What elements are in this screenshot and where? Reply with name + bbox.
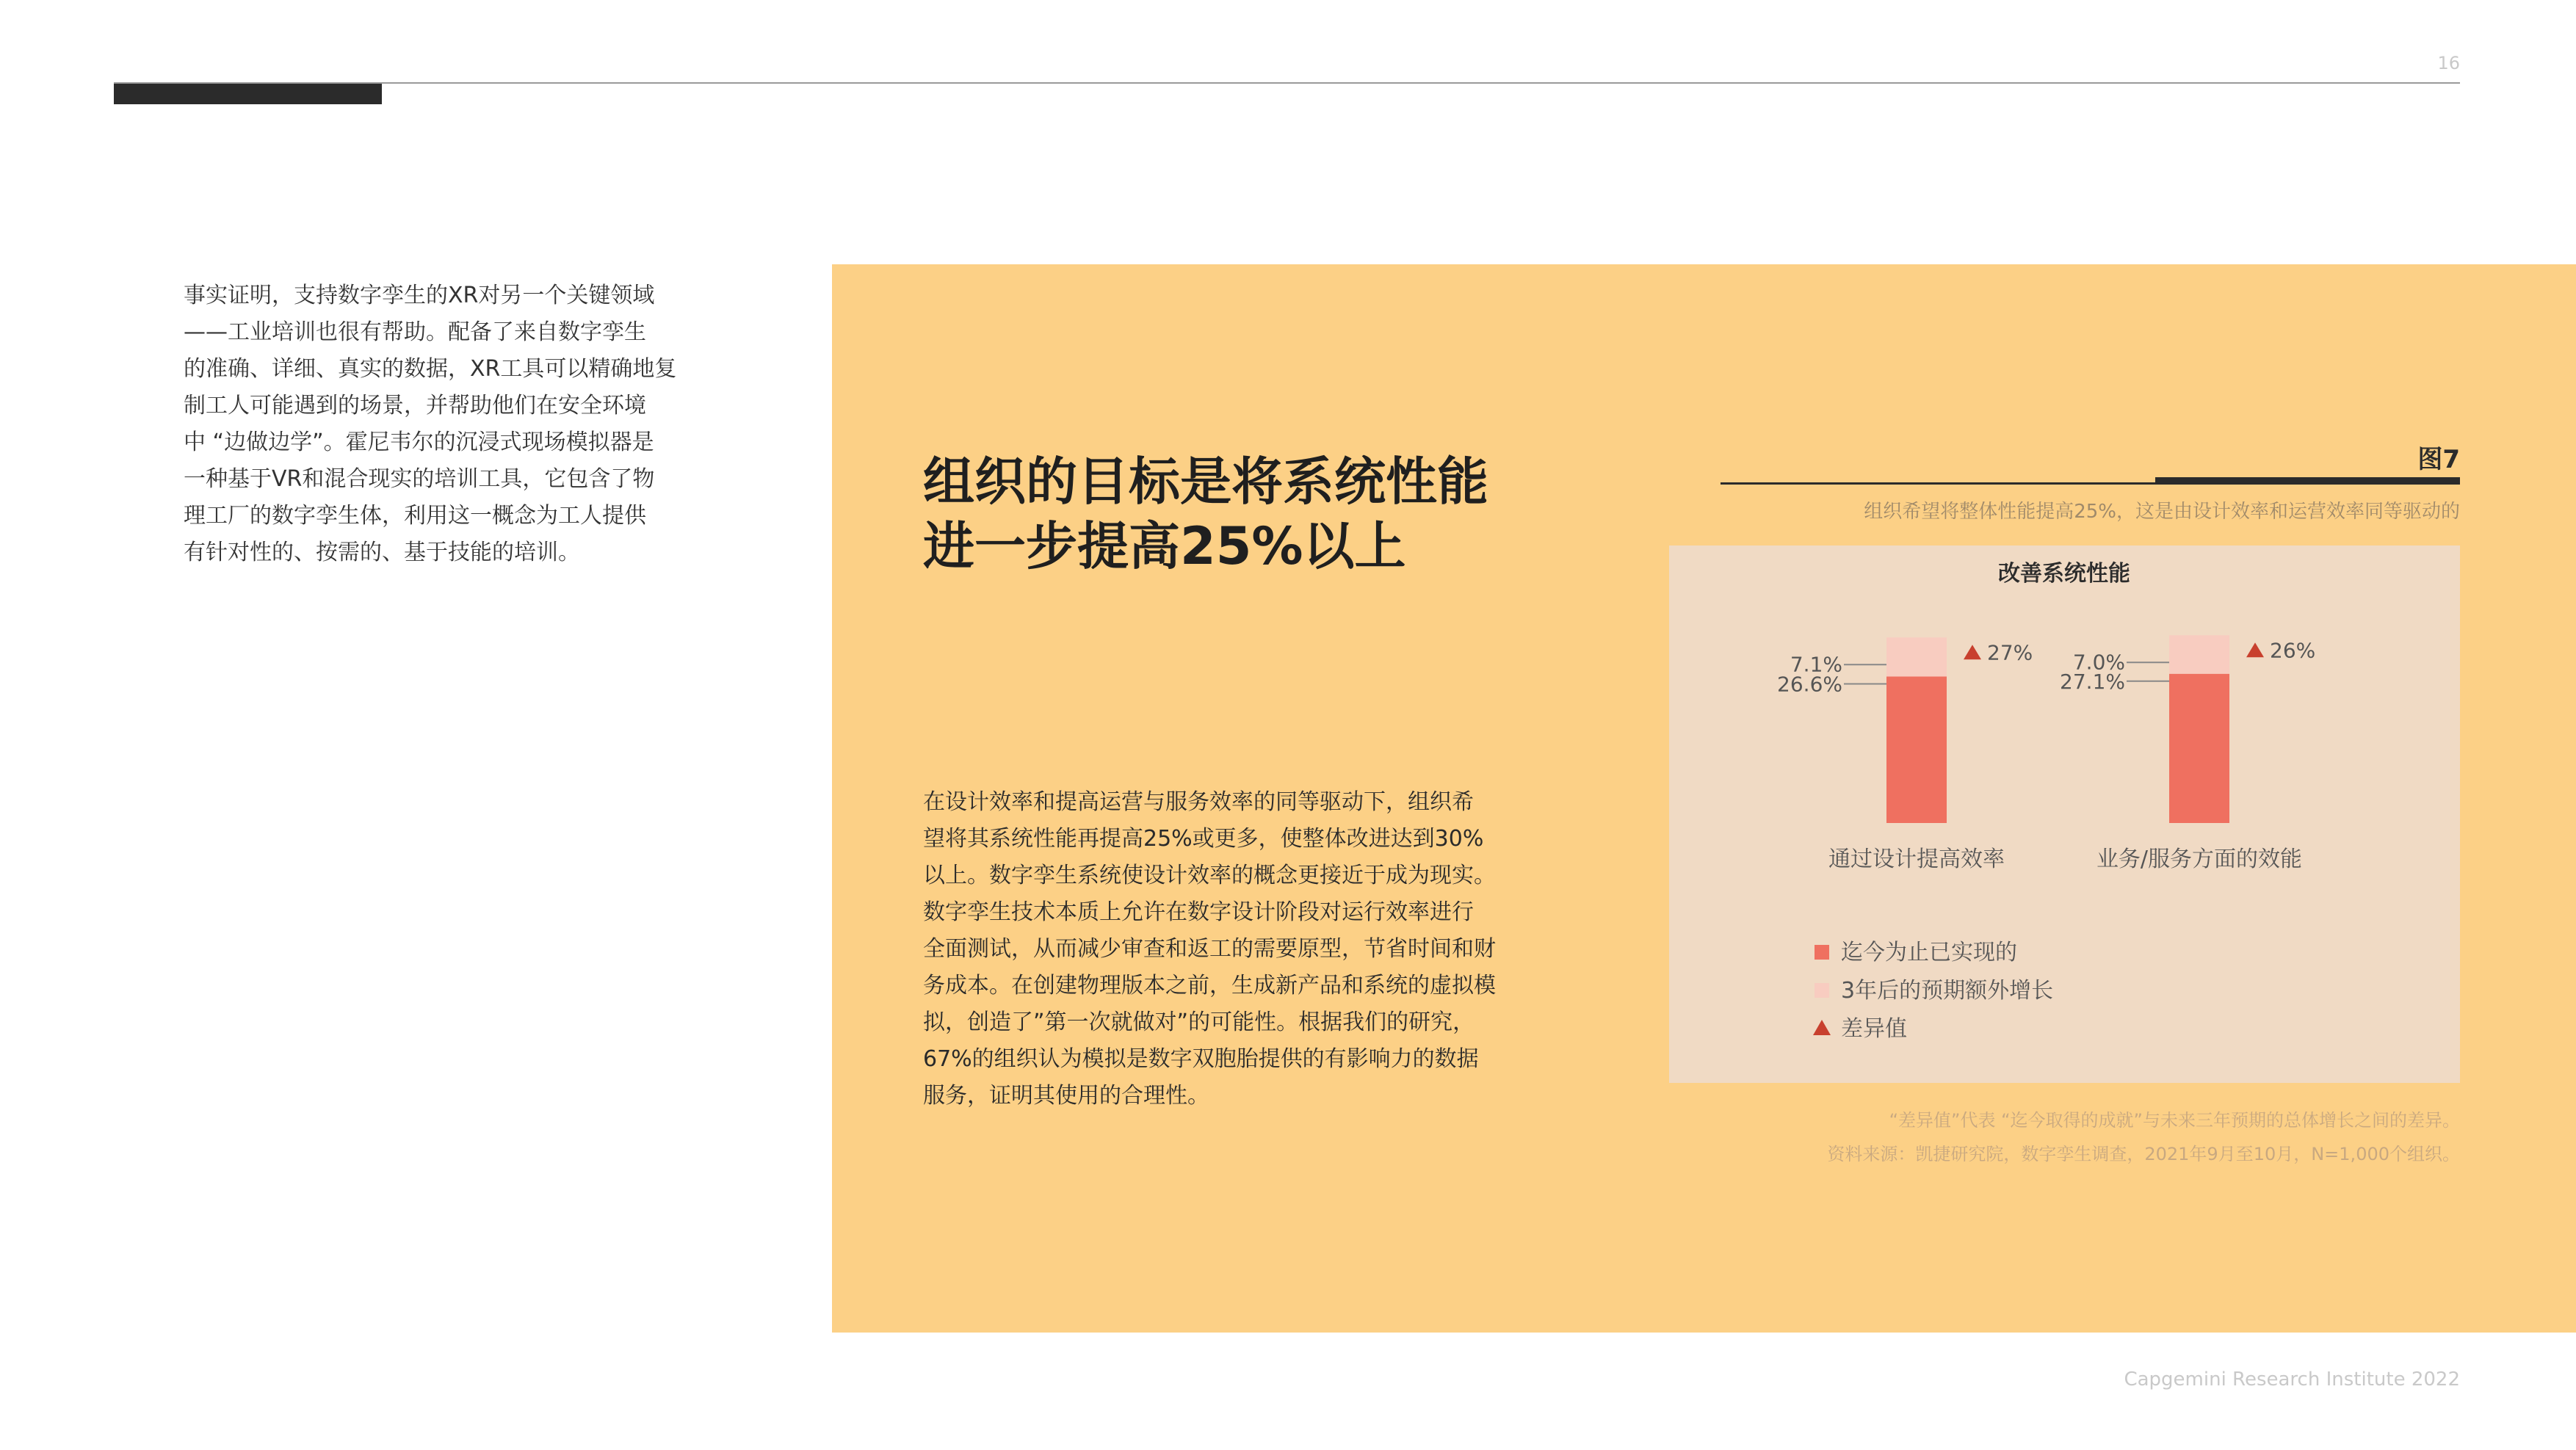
headline-line: 进一步提高25%以上	[923, 516, 1406, 576]
legend-achieved-swatch	[1815, 945, 1829, 960]
footer-credit: Capgemini Research Institute 2022	[2124, 1369, 2460, 1391]
body-line: 以上。数字孪生系统使设计效率的概念更接近于成为现实。	[923, 863, 1496, 888]
section-headline	[923, 449, 1584, 579]
header-accent-bar	[114, 84, 382, 104]
bar-achieved	[1886, 677, 1947, 824]
bar-expected-growth	[1886, 637, 1947, 676]
chart-container	[1669, 545, 2460, 1083]
intro-line: 理工厂的数字孪生体，利用这一概念为工人提供	[184, 503, 646, 529]
difference-label: 27%	[1987, 640, 2033, 665]
footnote-difference: “差异值”代表 “迄今取得的成就”与未来三年预期的总体增长之间的差异。	[1889, 1110, 2460, 1131]
stacked-bar-chart	[1669, 545, 2460, 1083]
intro-line: 有针对性的、按需的、基于技能的培训。	[184, 540, 580, 565]
value-label-expected: 7.0%	[2072, 650, 2125, 675]
bar-expected-growth	[2169, 635, 2229, 674]
legend-difference-triangle-icon	[1813, 1020, 1831, 1035]
body-line: 务成本。在创建物理版本之前，生成新产品和系统的虚拟模	[923, 973, 1496, 998]
footnote-source: 资料来源：凯捷研究院，数字孪生调查，2021年9月至10月，N=1,000个组织。	[1827, 1144, 2460, 1164]
body-line: 数字孪生技术本质上允许在数字设计阶段对运行效率进行	[923, 899, 1474, 925]
header-rule	[114, 82, 2460, 84]
chart-title: 改善系统性能	[1998, 561, 2130, 587]
intro-line: 中 “边做边学”。霍尼韦尔的沉浸式现场模拟器是	[184, 429, 654, 455]
bar-achieved	[2169, 674, 2229, 823]
legend-expected-growth-swatch	[1815, 983, 1829, 998]
value-label-achieved: 27.1%	[2060, 669, 2125, 694]
legend-difference-label: 差异值	[1841, 1016, 1907, 1042]
body-paragraph	[923, 784, 1547, 1114]
intro-line: 制工人可能遇到的场景，并帮助他们在安全环境	[184, 393, 646, 418]
figure-rule-accent	[2155, 477, 2460, 485]
legend-achieved-label: 迄今为止已实现的	[1841, 940, 2017, 965]
body-line: 望将其系统性能再提高25%或更多，使整体改进达到30%	[923, 826, 1484, 852]
page-number: 16	[2437, 53, 2460, 73]
intro-paragraph	[184, 278, 698, 571]
body-line: 在设计效率和提高运营与服务效率的同等驱动下，组织希	[923, 789, 1474, 815]
value-label-expected: 7.1%	[1790, 652, 1842, 677]
category-label: 通过设计提高效率	[1828, 847, 2005, 872]
figure-subtitle: 组织希望将整体性能提高25%，这是由设计效率和运营效率同等驱动的	[1864, 501, 2460, 523]
intro-line: 事实证明，支持数字孪生的XR对另一个关键领域	[184, 283, 655, 308]
difference-triangle-icon	[1964, 645, 1981, 659]
difference-label: 26%	[2270, 638, 2316, 663]
value-label-achieved: 26.6%	[1777, 672, 1842, 697]
category-label: 业务/服务方面的效能	[2096, 847, 2303, 872]
intro-line: ——工业培训也很有帮助。配备了来自数字孪生	[184, 319, 646, 345]
body-line: 67%的组织认为模拟是数字双胞胎提供的有影响力的数据	[923, 1046, 1479, 1072]
intro-line: 的准确、详细、真实的数据，XR工具可以精确地复	[184, 356, 677, 382]
body-line: 全面测试，从而减少审查和返工的需要原型，节省时间和财	[923, 936, 1496, 962]
difference-triangle-icon	[2246, 642, 2264, 657]
headline-line: 组织的目标是将系统性能	[923, 452, 1488, 512]
legend-expected-growth-label: 3年后的预期额外增长	[1841, 978, 2054, 1004]
body-line: 拟，创造了”第一次就做对”的可能性。根据我们的研究，	[923, 1009, 1475, 1035]
body-line: 服务，证明其使用的合理性。	[923, 1083, 1209, 1109]
intro-line: 一种基于VR和混合现实的培训工具，它包含了物	[184, 466, 655, 492]
figure-label: 图7	[2417, 445, 2460, 474]
